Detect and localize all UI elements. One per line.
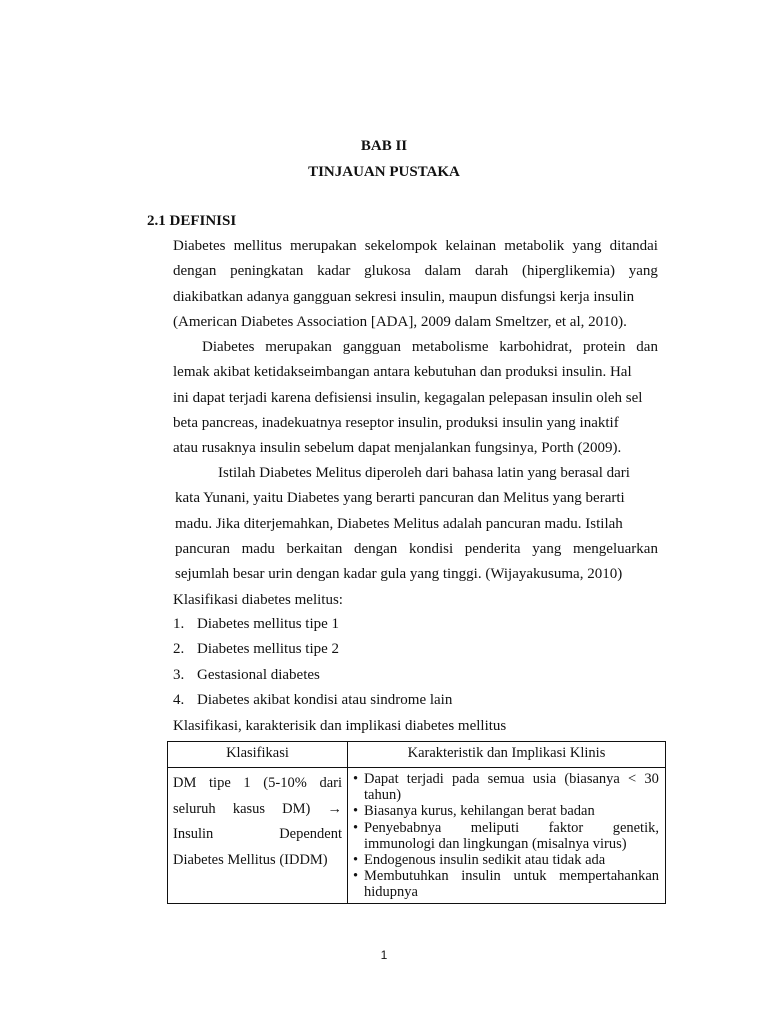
classification-table	[167, 741, 666, 904]
list-item-text: Diabetes mellitus tipe 2	[197, 641, 340, 658]
bullet-icon: •	[353, 803, 359, 820]
paragraph-line: (American Diabetes Association [ADA], 2009 dalam Smeltzer, et al, 2010).	[173, 313, 627, 330]
cell-line: Insulin Dependent	[173, 826, 342, 842]
list-item-number: 3.	[173, 666, 185, 683]
table-header-klasifikasi: Klasifikasi	[168, 742, 348, 768]
bullet-item	[348, 803, 659, 819]
cell-line: Diabetes Mellitus (IDDM)	[173, 851, 328, 868]
bullet-icon: •	[353, 771, 359, 787]
paragraph-line: diakibatkan adanya gangguan sekresi insulin, maupun disfungsi kerja insulin	[173, 288, 635, 305]
bullet-item	[348, 771, 659, 803]
bullet-line: Membutuhkan insulin untuk mempertahankan	[364, 868, 659, 885]
paragraph-line: Diabetes mellitus merupakan sekelompok kelainan metabolik yang ditandai	[173, 238, 658, 254]
classification-heading: Klasifikasi diabetes melitus:	[173, 592, 343, 608]
list-item-number: 1.	[173, 616, 185, 632]
list-item	[173, 612, 452, 637]
bullet-line: tahun)	[364, 787, 402, 804]
list-item	[173, 637, 452, 662]
chapter-title: TINJAUAN PUSTAKA	[308, 164, 460, 180]
bullet-icon: •	[353, 868, 359, 885]
paragraph-line: Diabetes merupakan gangguan metabolisme karbohidrat, protein dan	[202, 339, 658, 355]
paragraph-line: pancuran madu berkaitan dengan kondisi penderita yang mengeluarkan	[175, 540, 658, 557]
paragraph-definition	[173, 234, 658, 335]
cell-line: DM tipe 1 (5-10% dari	[173, 775, 342, 791]
bullet-line: hidupnya	[364, 884, 418, 901]
paragraph-line: madu. Jika diterjemahkan, Diabetes Melitus adalah pancuran madu. Istilah	[175, 515, 623, 532]
list-item-text: Gestasional diabetes	[197, 666, 320, 683]
page-number: 1	[380, 948, 388, 962]
bullet-item	[348, 820, 659, 852]
paragraph-line: sejumlah besar urin dengan kadar gula yang tinggi. (Wijayakusuma, 2010)	[175, 566, 623, 583]
bullet-line: Dapat terjadi pada semua usia (biasanya < 30	[364, 771, 659, 787]
paragraph-line: dengan peningkatan kadar glukosa dalam darah (hiperglikemia) yang	[173, 263, 658, 280]
list-item-text: Diabetes mellitus tipe 1	[197, 616, 340, 632]
chapter-number: BAB II	[360, 138, 408, 154]
bullet-line: immunologi dan lingkungan (misalnya virus)	[364, 835, 627, 852]
bullet-icon: •	[353, 819, 359, 836]
cell-line: seluruh kasus DM) →	[173, 800, 342, 817]
list-item-number: 2.	[173, 641, 185, 658]
table-row	[168, 768, 666, 904]
table-header-row	[168, 742, 666, 768]
paragraph-line: atau rusaknya insulin sebelum dapat menjalankan fungsinya, Porth (2009).	[173, 440, 622, 457]
table-header-karakteristik: Karakteristik dan Implikasi Klinis	[348, 742, 666, 768]
paragraph-line: Istilah Diabetes Melitus diperoleh dari bahasa latin yang berasal dari	[218, 465, 630, 481]
paragraph-line: kata Yunani, yaitu Diabetes yang berarti pancuran dan Melitus yang berarti	[175, 490, 625, 507]
bullet-item	[348, 868, 659, 900]
bullet-icon: •	[353, 852, 359, 869]
list-item	[173, 663, 452, 688]
table-cell-klasifikasi	[168, 768, 348, 904]
paragraph-etymology	[173, 461, 658, 587]
paragraph-line: beta pancreas, inadekuatnya reseptor insulin, produksi insulin yang inaktif	[173, 414, 619, 431]
list-item-text: Diabetes akibat kondisi atau sindrome lain	[197, 691, 453, 708]
bullet-line: Penyebabnya meliputi faktor genetik,	[364, 819, 659, 836]
paragraph-line: ini dapat terjadi karena defisiensi insulin, kegagalan pelepasan insulin oleh sel	[173, 389, 643, 406]
table-caption: Klasifikasi, karakterisik dan implikasi diabetes mellitus	[173, 718, 507, 734]
bullet-line: Endogenous insulin sedikit atau tidak ada	[364, 852, 606, 869]
list-item	[173, 688, 452, 713]
paragraph-metabolism	[173, 335, 658, 461]
table-cell-karakteristik	[348, 768, 666, 904]
bullet-item	[348, 852, 659, 868]
classification-list	[173, 612, 452, 713]
list-item-number: 4.	[173, 691, 185, 708]
section-heading: 2.1 DEFINISI	[147, 213, 237, 229]
bullet-line: Biasanya kurus, kehilangan berat badan	[364, 803, 595, 820]
paragraph-line: lemak akibat ketidakseimbangan antara kebutuhan dan produksi insulin. Hal	[173, 364, 632, 381]
